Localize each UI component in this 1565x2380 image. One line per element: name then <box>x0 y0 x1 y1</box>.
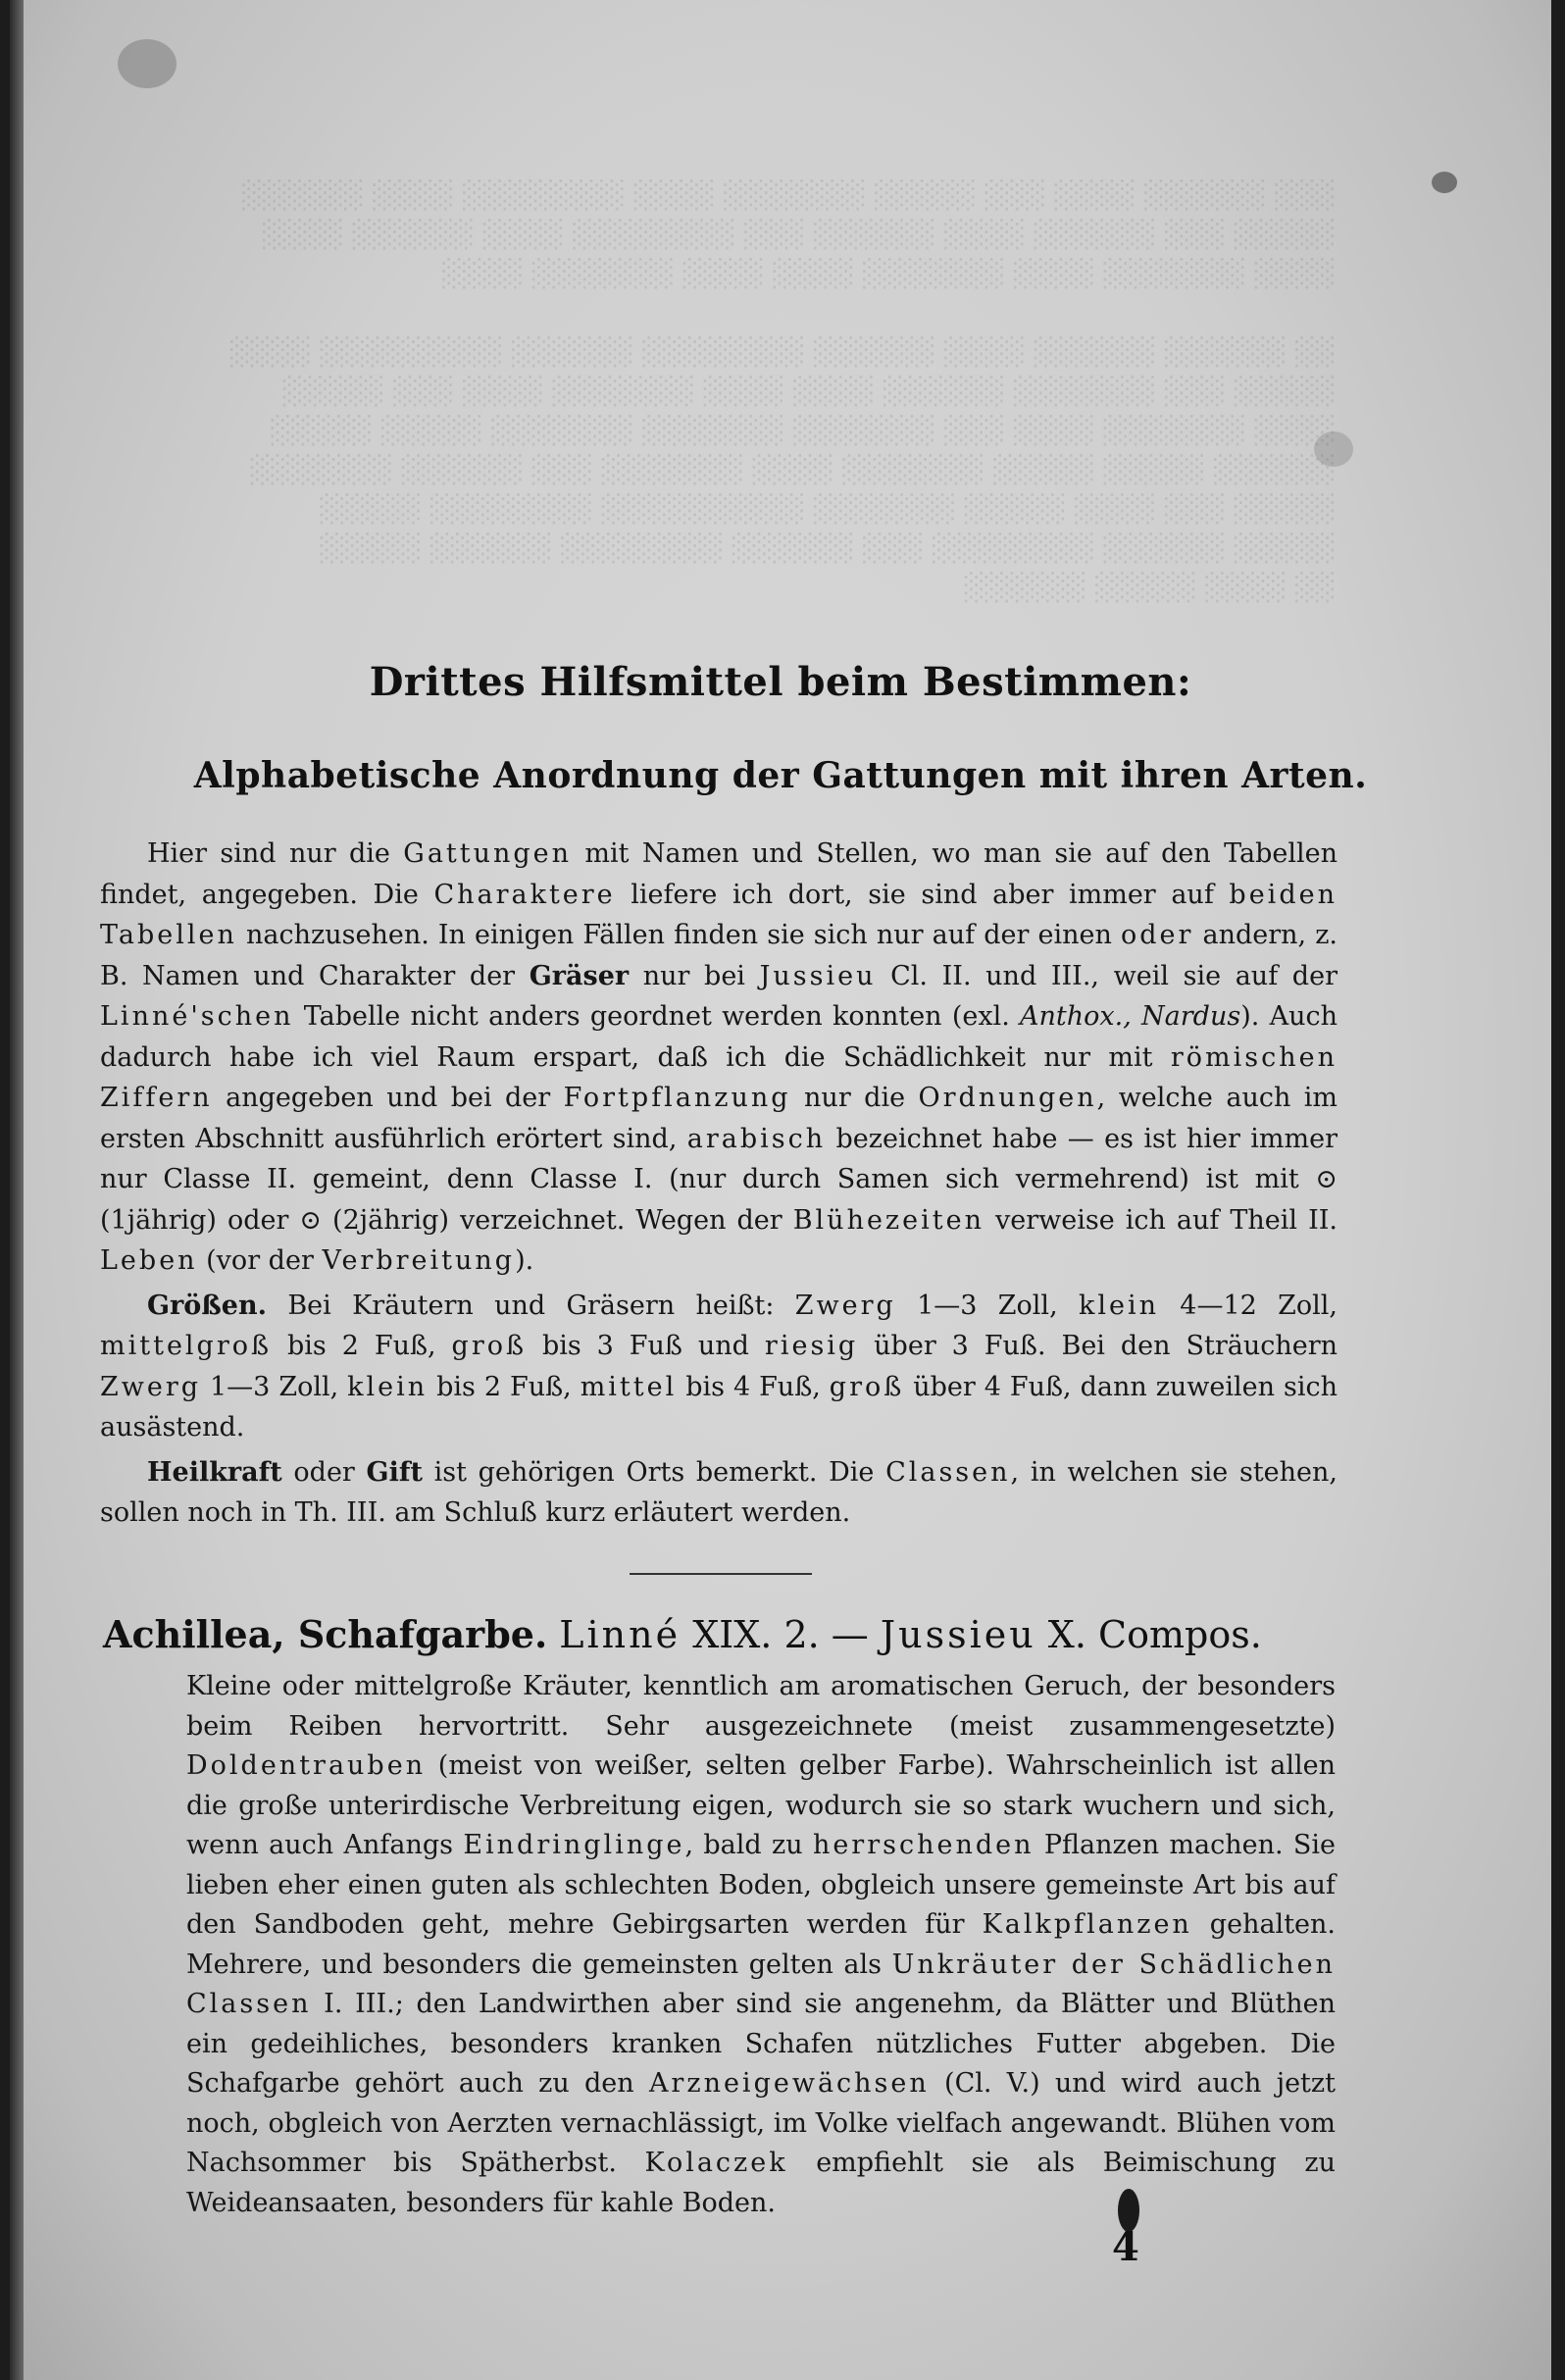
entry-title <box>103 1612 1340 1656</box>
section-heading: Drittes Hilfsmittel beim Bestimmen: <box>369 659 1192 705</box>
intro-paragraph-1: Hier sind nur die Gattungen mit Namen und Stellen, wo man sie auf den Tabellen findet, angegeben. Die Charaktere liefere ich dort, sie sind aber immer auf beiden Tabellen nachzusehen. In einigen Fällen finden sie sich nur auf der einen oder andern, z. B. Namen und Charakter der Gräser nur bei Jussieu Cl. II. und III., weil sie auf der Linné'schen Tabelle nicht anders geordnet werden konnten (exl. Anthox., Nardus). Auch dadurch habe ich viel Raum erspart, daß ich die Schädlichkeit nur mit römischen Ziffern angegeben und bei der Fortpflanzung nur die Ordnungen, welche auch im ersten Abschnitt ausführlich erörtert sind, arabisch bezeichnet habe — es ist hier immer nur Classe II. gemeint, denn Classe I. (nur durch Samen sich vermehrend) ist mit ⊙ (1jährig) oder ⊙ (2jährig) verzeichnet. Wegen der Blühezeiten verweise ich auf Theil II. Leben (vor der Verbreitung). <box>100 838 1338 1276</box>
intro-text <box>100 834 1338 1538</box>
entry-paragraph: Kleine oder mittelgroße Kräuter, kenntlich am aromatischen Geruch, der besonders beim Reiben hervortritt. Sehr ausgezeichnete (meist zusammengesetzte) Doldentrauben (meist von weißer, selten gelber Farbe). Wahrscheinlich ist allen die große unterirdische Verbreitung eigen, wodurch sie so stark wuchern und sich, wenn auch Anfangs Eindringlinge, bald zu herrschenden Pflanzen machen. Sie lieben eher einen guten als schlechten Boden, obgleich unsere gemeinste Art bis auf den Sandboden geht, mehre Gebirgsarten werden für Kalkpflanzen gehalten. Mehrere, und besonders die gemeinsten gelten als Unkräuter der Schädlichen Classen I. III.; den Landwirthen aber sind sie angenehm, da Blätter und Blüthen ein gedeihliches, besonders kranken Schafen nützliches Futter abgeben. Die Schafgarbe gehört auch zu den Arzneigewächsen (Cl. V.) und wird auch jetzt noch, obgleich von Aerzten vernachlässigt, im Volke vielfach angewandt. Blühen vom Nachsommer bis Spätherbst. Kolaczek empfiehlt sie als Beimischung zu Weideansaaten, besonders für kahle Boden. <box>186 1671 1336 2218</box>
page-binding-edge <box>10 0 24 2380</box>
jussieu-label: Jussieu <box>880 1613 1036 1656</box>
paper-stain <box>1432 172 1457 193</box>
intro-paragraph-3: Heilkraft oder Gift ist gehörigen Orts bemerkt. Die Classen, in welchen sie stehen, sollen noch in Th. III. am Schluß kurz erläutert werden. <box>100 1456 1338 1528</box>
jussieu-class: X. Compos. <box>1035 1613 1262 1656</box>
section-divider <box>630 1573 812 1575</box>
section-subheading: Alphabetische Anordnung der Gattungen mit ihren Arten. <box>193 755 1368 796</box>
entry-description <box>186 1667 1336 2223</box>
linne-class: XIX. 2. — <box>681 1613 881 1656</box>
linne-label: Linné <box>559 1613 682 1656</box>
book-page <box>10 0 1551 2380</box>
bleed-through-texture: ░░░ ░░░░░░ ░░░░ ░░░ ░░░░░ ░░░░░░░ ░░░░ ░░░░░░░░ ░░░░ ░░░░░░ ░░░░░ ░░░ ░░░░░░ ░░░░ ░░░░░░ ░░░ ░░░░░░░░ ░░░░ ░░░░░░ ░░░░ ░░░░ ░░░░░░░ ░░░░ ░░░░░░░ ░░░░ ░░░░ ░░░░░░░ ░░░░ ░░ ░░░░░░ ░░░░░░ ░░░░ ░░░░░░ ░░░░░░░░ ░░░░░░ ░░░░░░░░░ ░░░░ ░░░░░ ░░░ ░░░░░░░ ░░░░░░ ░░░░ ░░░░ ░░░░░░░ ░░░░ ░░░ ░░░░░ ░░░░ ░░░░░░░ ░░░░ ░░░ ░░░░░░░ ░░░░░░░ ░░░░░░░ ░░░░░ ░░░░░ ░░░░░░ ░░░░░ ░░░░░ ░░░░░░░ ░░░░ ░░░░░░░ ░░░ ░░░░░░ ░░░░░░░ ░░░░░ ░░░ ░░░░ ░░░░░ ░░░░░░░ ░░░░░░░░░░ ░░░░░░░░ ░░░░░ ░░░░░ ░░░░░░ ░░░░░░░░ ░░░ ░░░░░░ ░░░░░░░░ ░░░░░░ ░░░░░ ░░ ░░░░ ░░░░░ ░░░░░░ <box>227 180 1334 603</box>
paper-stain <box>118 39 177 88</box>
page-number: 4 <box>1112 2224 1139 2270</box>
paper-stain <box>1314 431 1353 467</box>
genus-name: Achillea, Schafgarbe. <box>103 1612 548 1656</box>
intro-paragraph-2: Größen. Bei Kräutern und Gräsern heißt: Zwerg 1—3 Zoll, klein 4—12 Zoll, mittelgroß bis 2 Fuß, groß bis 3 Fuß und riesig über 3 Fuß. Bei den Sträuchern Zwerg 1—3 Zoll, klein bis 2 Fuß, mittel bis 4 Fuß, groß über 4 Fuß, dann zuweilen sich ausästend. <box>100 1290 1338 1443</box>
